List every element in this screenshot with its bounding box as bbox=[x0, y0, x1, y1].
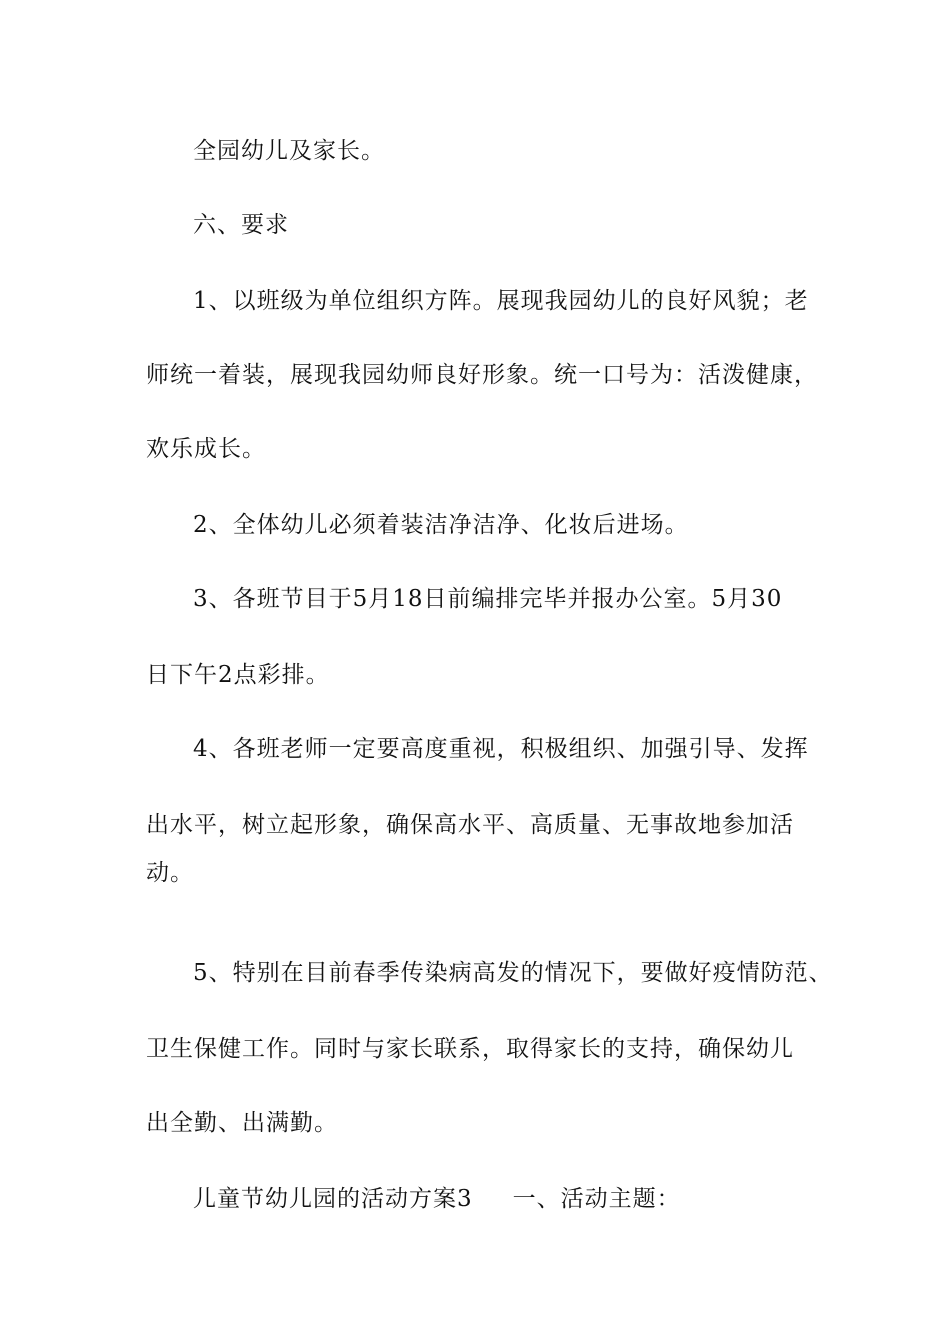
paragraph-line: 4、各班老师一定要高度重视，积极组织、加强引导、发挥 bbox=[193, 736, 809, 762]
paragraph-line: 师统一着装，展现我园幼师良好形象。统一口号为：活泼健康， bbox=[146, 362, 818, 388]
paragraph-line: 动。 bbox=[146, 860, 194, 886]
paragraph-line: 3、各班节目于5月18日前编排完毕并报办公室。5月30 bbox=[193, 586, 783, 612]
section-heading: 六、要求 bbox=[193, 212, 289, 238]
paragraph-line bbox=[193, 1183, 681, 1215]
paragraph-line: 出全勤、出满勤。 bbox=[146, 1110, 338, 1136]
section-heading: 一、活动主题： bbox=[512, 1186, 681, 1212]
paragraph-line: 全园幼儿及家长。 bbox=[193, 138, 385, 164]
paragraph-line: 2、全体幼儿必须着装洁净洁净、化妆后进场。 bbox=[193, 512, 689, 538]
paragraph-line: 出水平，树立起形象，确保高水平、高质量、无事故地参加活 bbox=[146, 812, 794, 838]
paragraph-line: 卫生保健工作。同时与家长联系，取得家长的支持，确保幼儿 bbox=[146, 1036, 794, 1062]
paragraph-line: 5、特别在目前春季传染病高发的情况下，要做好疫情防范、 bbox=[193, 960, 833, 986]
paragraph-line: 日下午2点彩排。 bbox=[146, 662, 330, 688]
document-title: 儿童节幼儿园的活动方案3 bbox=[193, 1186, 473, 1212]
paragraph-line: 欢乐成长。 bbox=[146, 436, 266, 462]
paragraph-line: 1、以班级为单位组织方阵。展现我园幼儿的良好风貌；老 bbox=[193, 288, 809, 314]
